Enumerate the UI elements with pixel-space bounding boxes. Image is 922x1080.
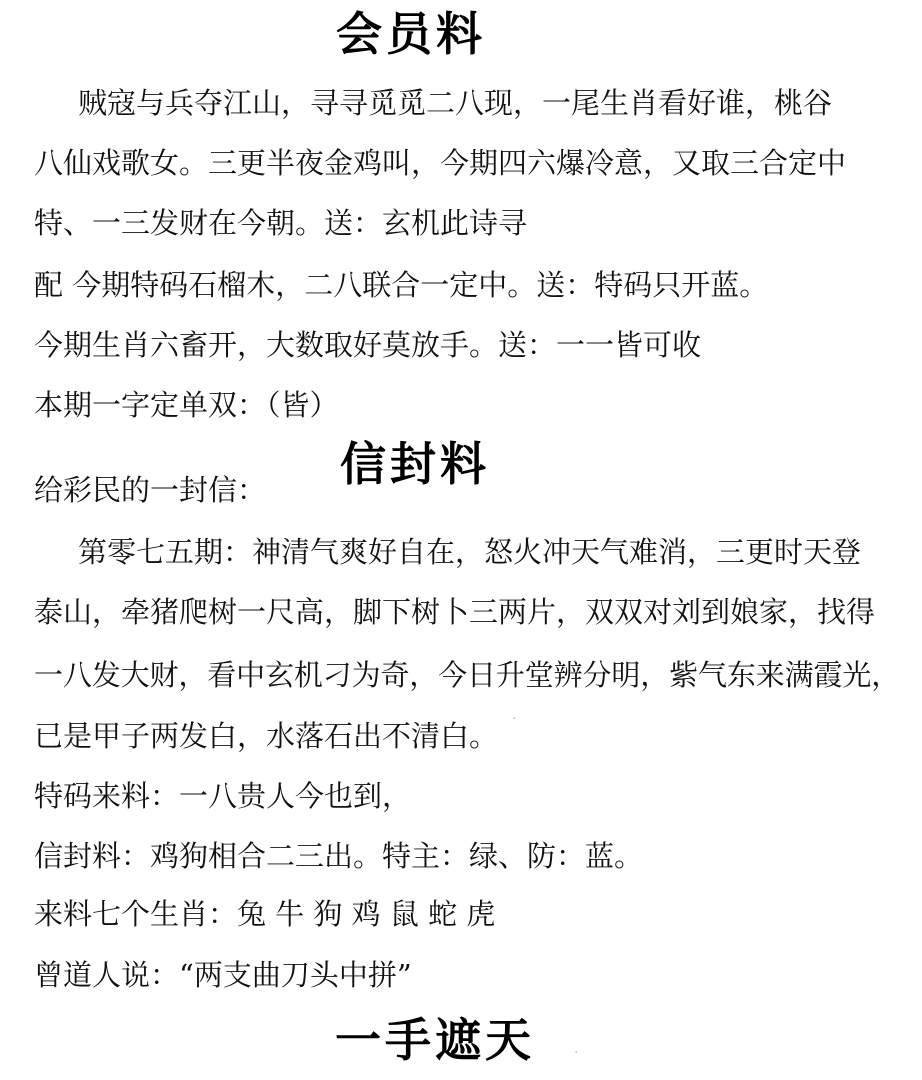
member-text-line: 配 今期特码石榴木，二八联合一定中。送：特码只开蓝。 [34, 268, 769, 302]
member-text-line: 八仙戏歌女。三更半夜金鸡叫，今期四六爆冷意，又取三合定中 [34, 146, 847, 180]
member-odd-even-line: 本期一字定单双：（皆） [34, 388, 339, 422]
envelope-text-line: 信封料：鸡狗相合二三出。特主：绿、防：蓝。 [34, 839, 644, 873]
envelope-greeting: 给彩民的一封信： [34, 473, 267, 507]
envelope-text-line: 特码来料：一八贵人今也到， [34, 779, 412, 813]
member-text-line: 特、一三发财在今朝。送：玄机此诗寻 [34, 206, 528, 240]
envelope-poem-line: 一八发大财，看中玄机刁为奇，今日升堂辨分明，紫气东来满霞光， [34, 658, 901, 692]
envelope-poem-line: 泰山，牵猪爬树一尺高，脚下树卜三两片，双双对刘到娘家，找得 [34, 595, 876, 629]
cover-section-title: 一手遮天 [335, 1013, 535, 1067]
scan-speck: · [574, 1045, 579, 1061]
member-text-line: 今期生肖六畜开，大数取好莫放手。送：一一皆可收 [34, 328, 702, 362]
member-section-title: 会员料 [336, 7, 486, 61]
envelope-quote-line: 曾道人说：“两支曲刀头中拼” [34, 958, 412, 992]
member-text-line: 贼寇与兵夺江山，寻寻觅觅二八现，一尾生肖看好谁，桃谷 [78, 86, 833, 120]
envelope-section-title: 信封料 [340, 437, 490, 491]
envelope-poem-line: 已是甲子两发白，水落石出不清白。 [34, 719, 499, 753]
envelope-poem-line: 第零七五期：神清气爽好自在，怒火冲天气难消，三更时天登 [78, 535, 862, 569]
envelope-zodiac-line: 来料七个生肖：兔 牛 狗 鸡 鼠 蛇 虎 [34, 897, 496, 931]
scan-speck: · [512, 711, 517, 727]
